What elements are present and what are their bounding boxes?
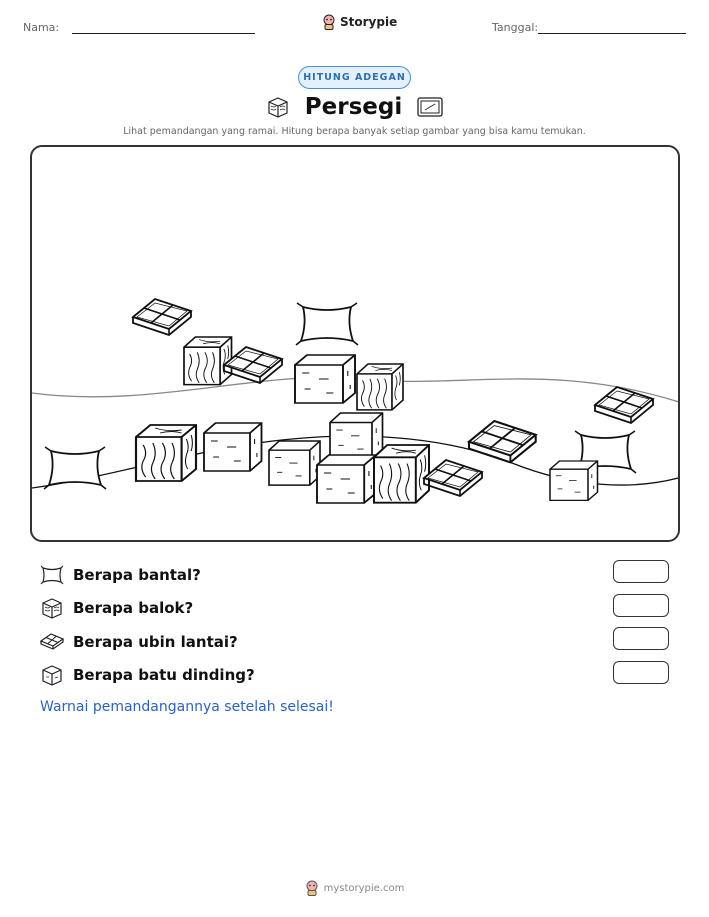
pillow xyxy=(44,447,106,489)
worksheet-header xyxy=(0,14,709,44)
floor-tile xyxy=(424,460,482,496)
wall-stone xyxy=(317,455,376,503)
wood-block xyxy=(357,364,403,410)
wall-stone xyxy=(269,441,320,485)
brand-logo xyxy=(322,14,397,30)
question-text: Berapa batu dinding? xyxy=(73,666,255,685)
storypie-mascot-icon xyxy=(305,880,319,896)
answer-box-wood-block[interactable] xyxy=(613,594,669,617)
question-wood-block xyxy=(40,592,670,626)
pillow-icon xyxy=(40,563,64,587)
floor-tile xyxy=(469,421,536,462)
scene-illustration xyxy=(32,147,680,542)
date-field[interactable] xyxy=(538,33,686,34)
question-floor-tile xyxy=(40,625,670,659)
answer-box-pillow[interactable] xyxy=(613,560,669,583)
wood-block xyxy=(136,425,196,481)
floor-tile-icon xyxy=(40,630,64,654)
title-row xyxy=(0,92,709,122)
wood-block-icon xyxy=(40,596,64,620)
storypie-mascot-icon xyxy=(322,14,336,30)
wood-block xyxy=(184,337,232,385)
question-text: Berapa balok? xyxy=(73,599,194,618)
pillow xyxy=(296,303,358,345)
wall-stone-icon xyxy=(40,663,64,687)
wall-stone xyxy=(330,413,383,459)
coloring-note: Warnai pemandangannya setelah selesai! xyxy=(40,699,334,715)
floor-tile xyxy=(224,347,282,383)
wall-stone xyxy=(550,461,598,500)
name-label: Nama: xyxy=(23,21,60,34)
wood-block xyxy=(374,445,429,503)
scene-count-badge: HITUNG ADEGAN xyxy=(298,66,411,89)
brand-name: Storypie xyxy=(340,15,398,29)
counting-scene xyxy=(30,145,680,542)
date-label: Tanggal: xyxy=(492,21,539,34)
framed-square-icon xyxy=(416,96,444,118)
floor-tile xyxy=(133,299,191,335)
wall-stone xyxy=(295,355,355,403)
question-text: Berapa ubin lantai? xyxy=(73,632,238,651)
site-url: mystorypie.com xyxy=(323,882,405,894)
name-field[interactable] xyxy=(72,33,255,34)
page-title: Persegi xyxy=(304,94,403,120)
answer-box-wall-stone[interactable] xyxy=(613,661,669,684)
instruction-text: Lihat pemandangan yang ramai. Hitung berapa banyak setiap gambar yang bisa kamu temukan. xyxy=(123,126,586,137)
answer-box-floor-tile[interactable] xyxy=(613,627,669,650)
site-footer xyxy=(0,880,709,896)
question-wall-stone xyxy=(40,659,670,693)
wall-stone xyxy=(204,423,262,471)
wood-block-icon xyxy=(265,94,291,120)
question-list xyxy=(40,558,670,692)
question-text: Berapa bantal? xyxy=(73,565,201,584)
question-pillow xyxy=(40,558,670,592)
